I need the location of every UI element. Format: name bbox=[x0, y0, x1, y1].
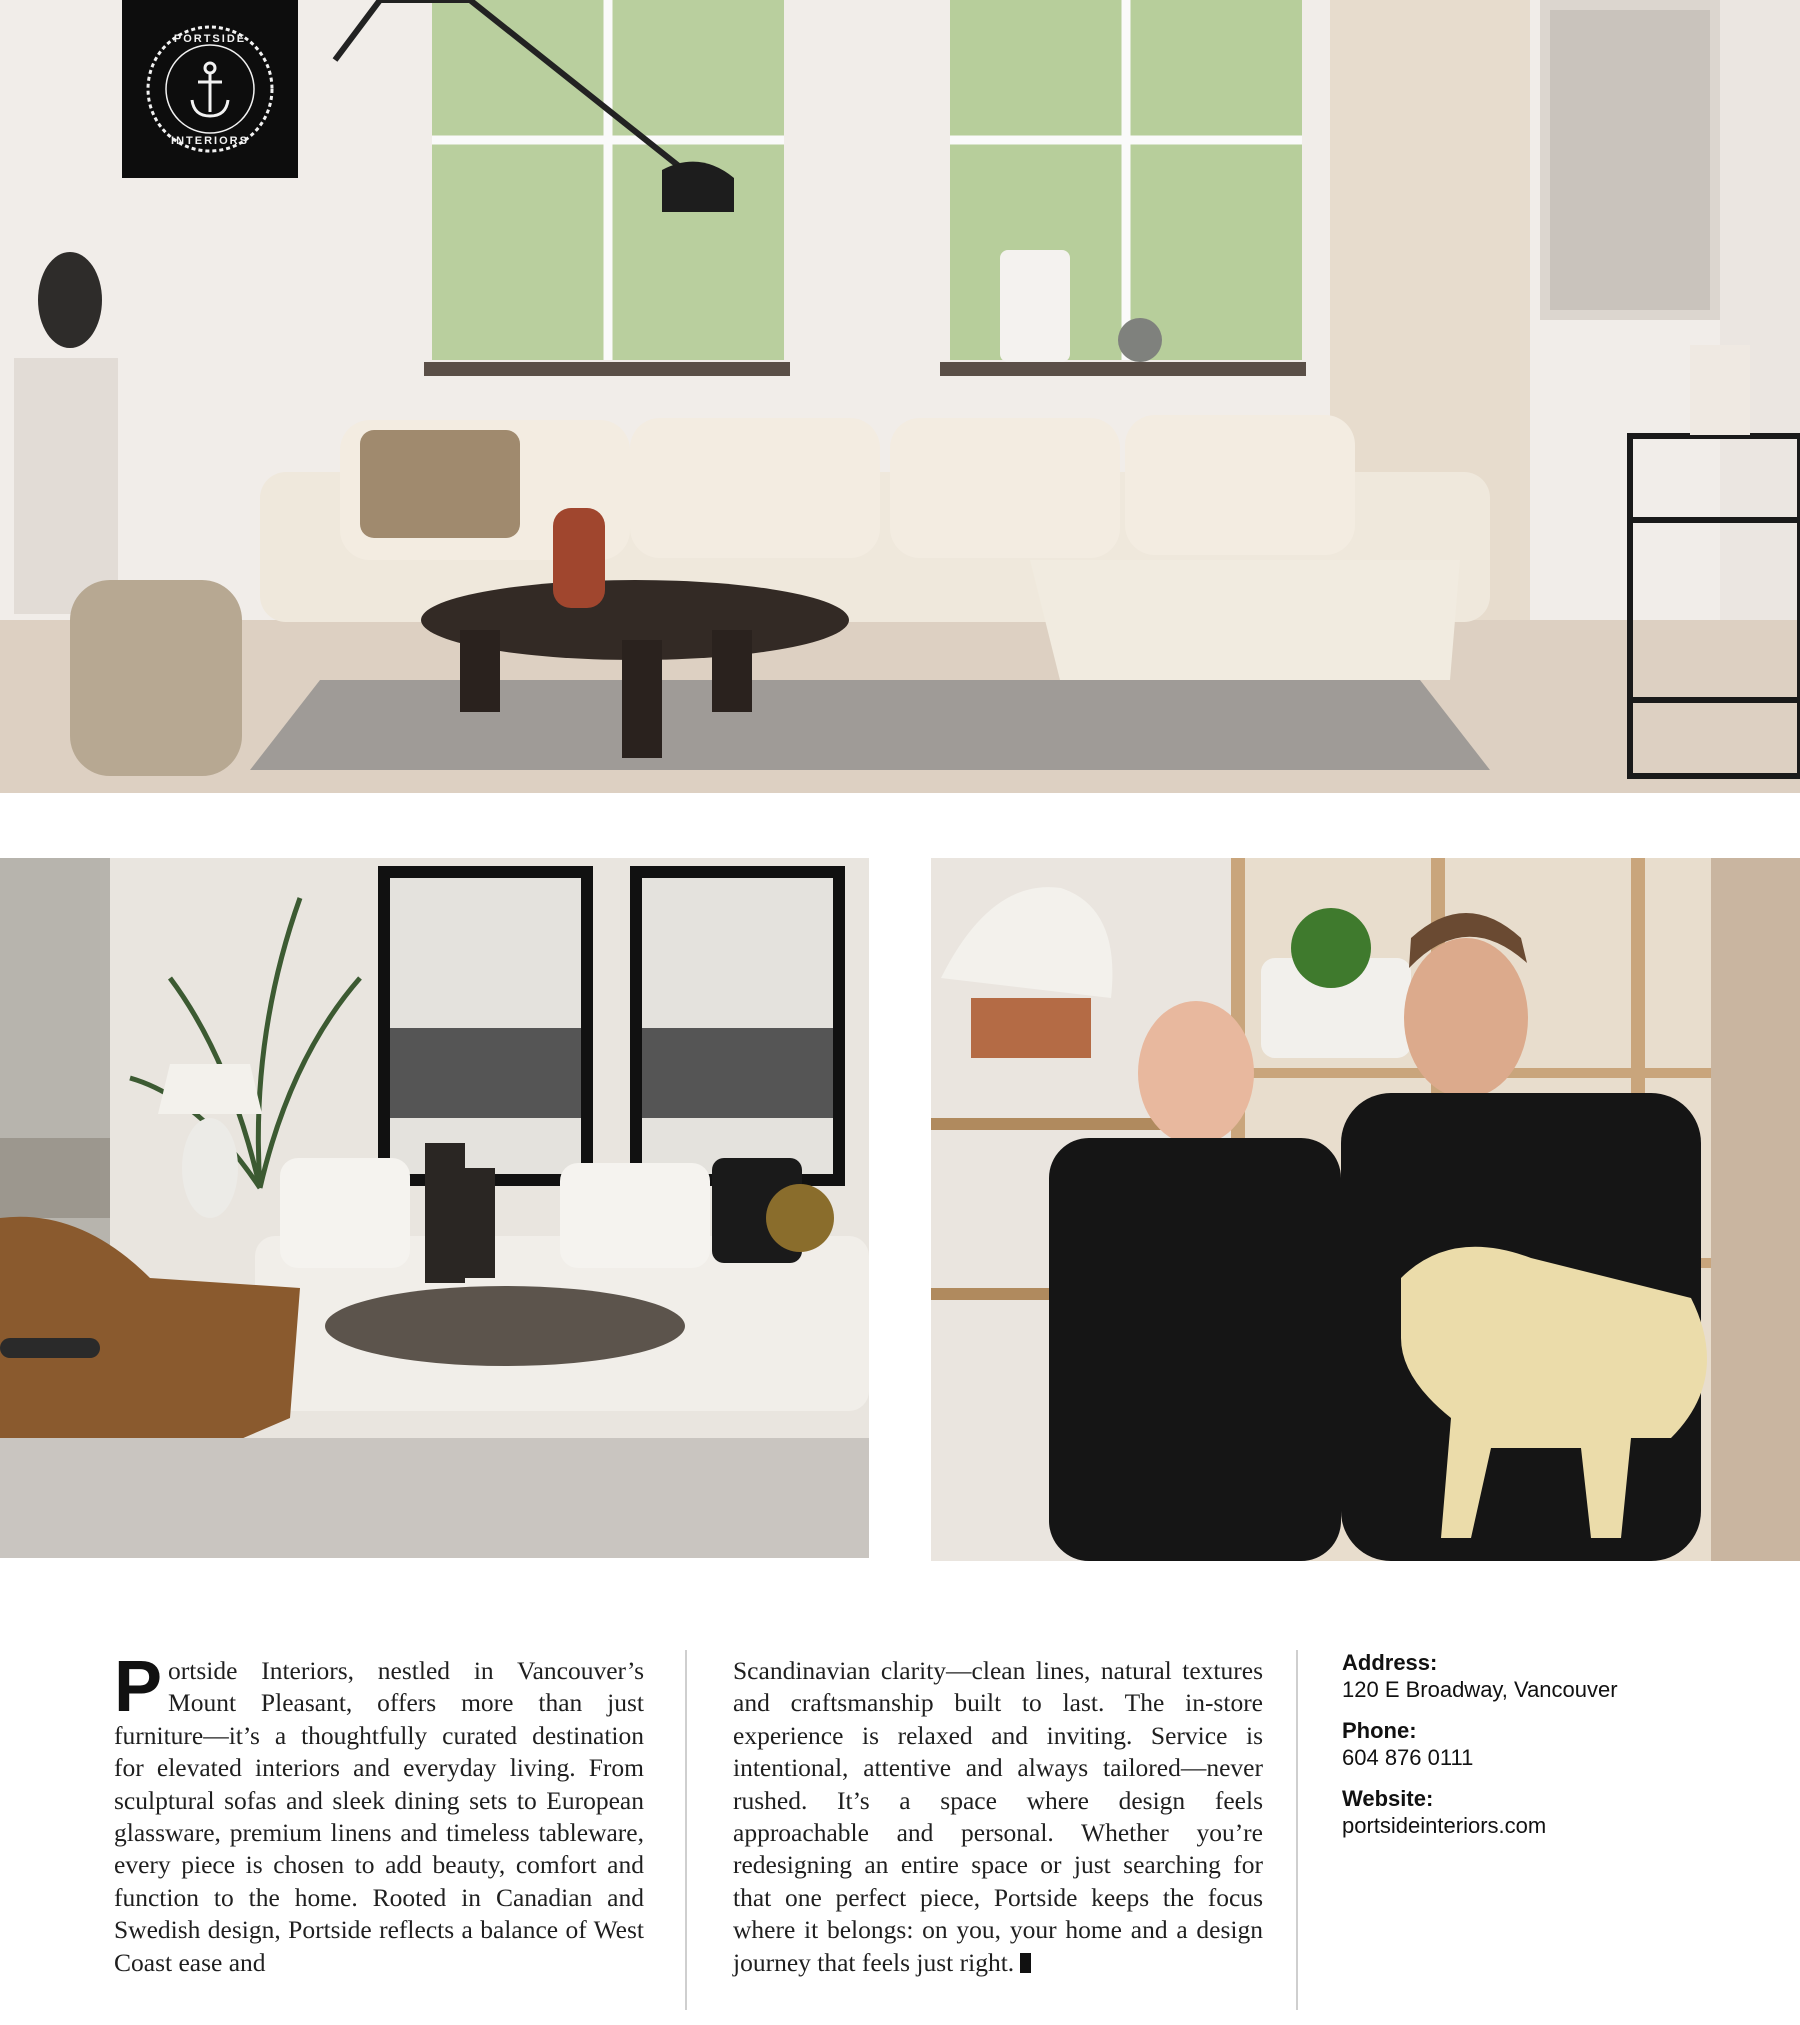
end-of-article-mark bbox=[1020, 1953, 1031, 1973]
address-label: Address: bbox=[1342, 1650, 1438, 1675]
store-owners-photo bbox=[931, 858, 1800, 1561]
portside-logo bbox=[122, 0, 298, 178]
logo-text-top: PORTSIDE bbox=[173, 33, 247, 45]
living-room-photo bbox=[0, 858, 869, 1558]
contact-info bbox=[1342, 1650, 1762, 1840]
article-paragraph-1: Portside Interiors, nestled in Vancouver’s Mount Pleasant, offers more than just furniture—it’s a thoughtfully curated destination for elevated interiors and everyday living. From sculptural sofas and sleek dining sets to European glassware, premium linens and timeless tableware, every piece is chosen to add beauty, comfort and function to the home. Rooted in Canadian and Swedish design, Portside reflects a balance of West Coast ease and bbox=[114, 1647, 644, 1977]
article-paragraph-2: Scandinavian clarity—clean lines, natural textures and craftsmanship built to last. The in-store experience is relaxed and inviting. Service is intentional, attentive and always tailored—never rushed. It’s a space where design feels approachable and personal. Whether you’re redesigning an entire space or just searching for that one perfect piece, Portside keeps the focus where it belongs: on you, your home and a design journey that feels just right. bbox=[733, 1656, 1263, 1977]
article-column-1 bbox=[114, 1647, 644, 1979]
phone-label: Phone: bbox=[1342, 1718, 1417, 1743]
website-link[interactable]: portsideinteriors.com bbox=[1342, 1813, 1547, 1838]
address-value: 120 E Broadway, Vancouver bbox=[1342, 1677, 1618, 1702]
anchor-icon bbox=[192, 63, 228, 116]
phone-value: 604 876 0111 bbox=[1342, 1745, 1474, 1770]
column-divider bbox=[685, 1650, 687, 2010]
website-label: Website: bbox=[1342, 1786, 1434, 1811]
hero-living-room-photo bbox=[0, 0, 1800, 793]
article-column-2 bbox=[733, 1655, 1263, 1979]
column-divider bbox=[1296, 1650, 1298, 2010]
logo-text-bottom: INTERIORS bbox=[171, 135, 249, 147]
